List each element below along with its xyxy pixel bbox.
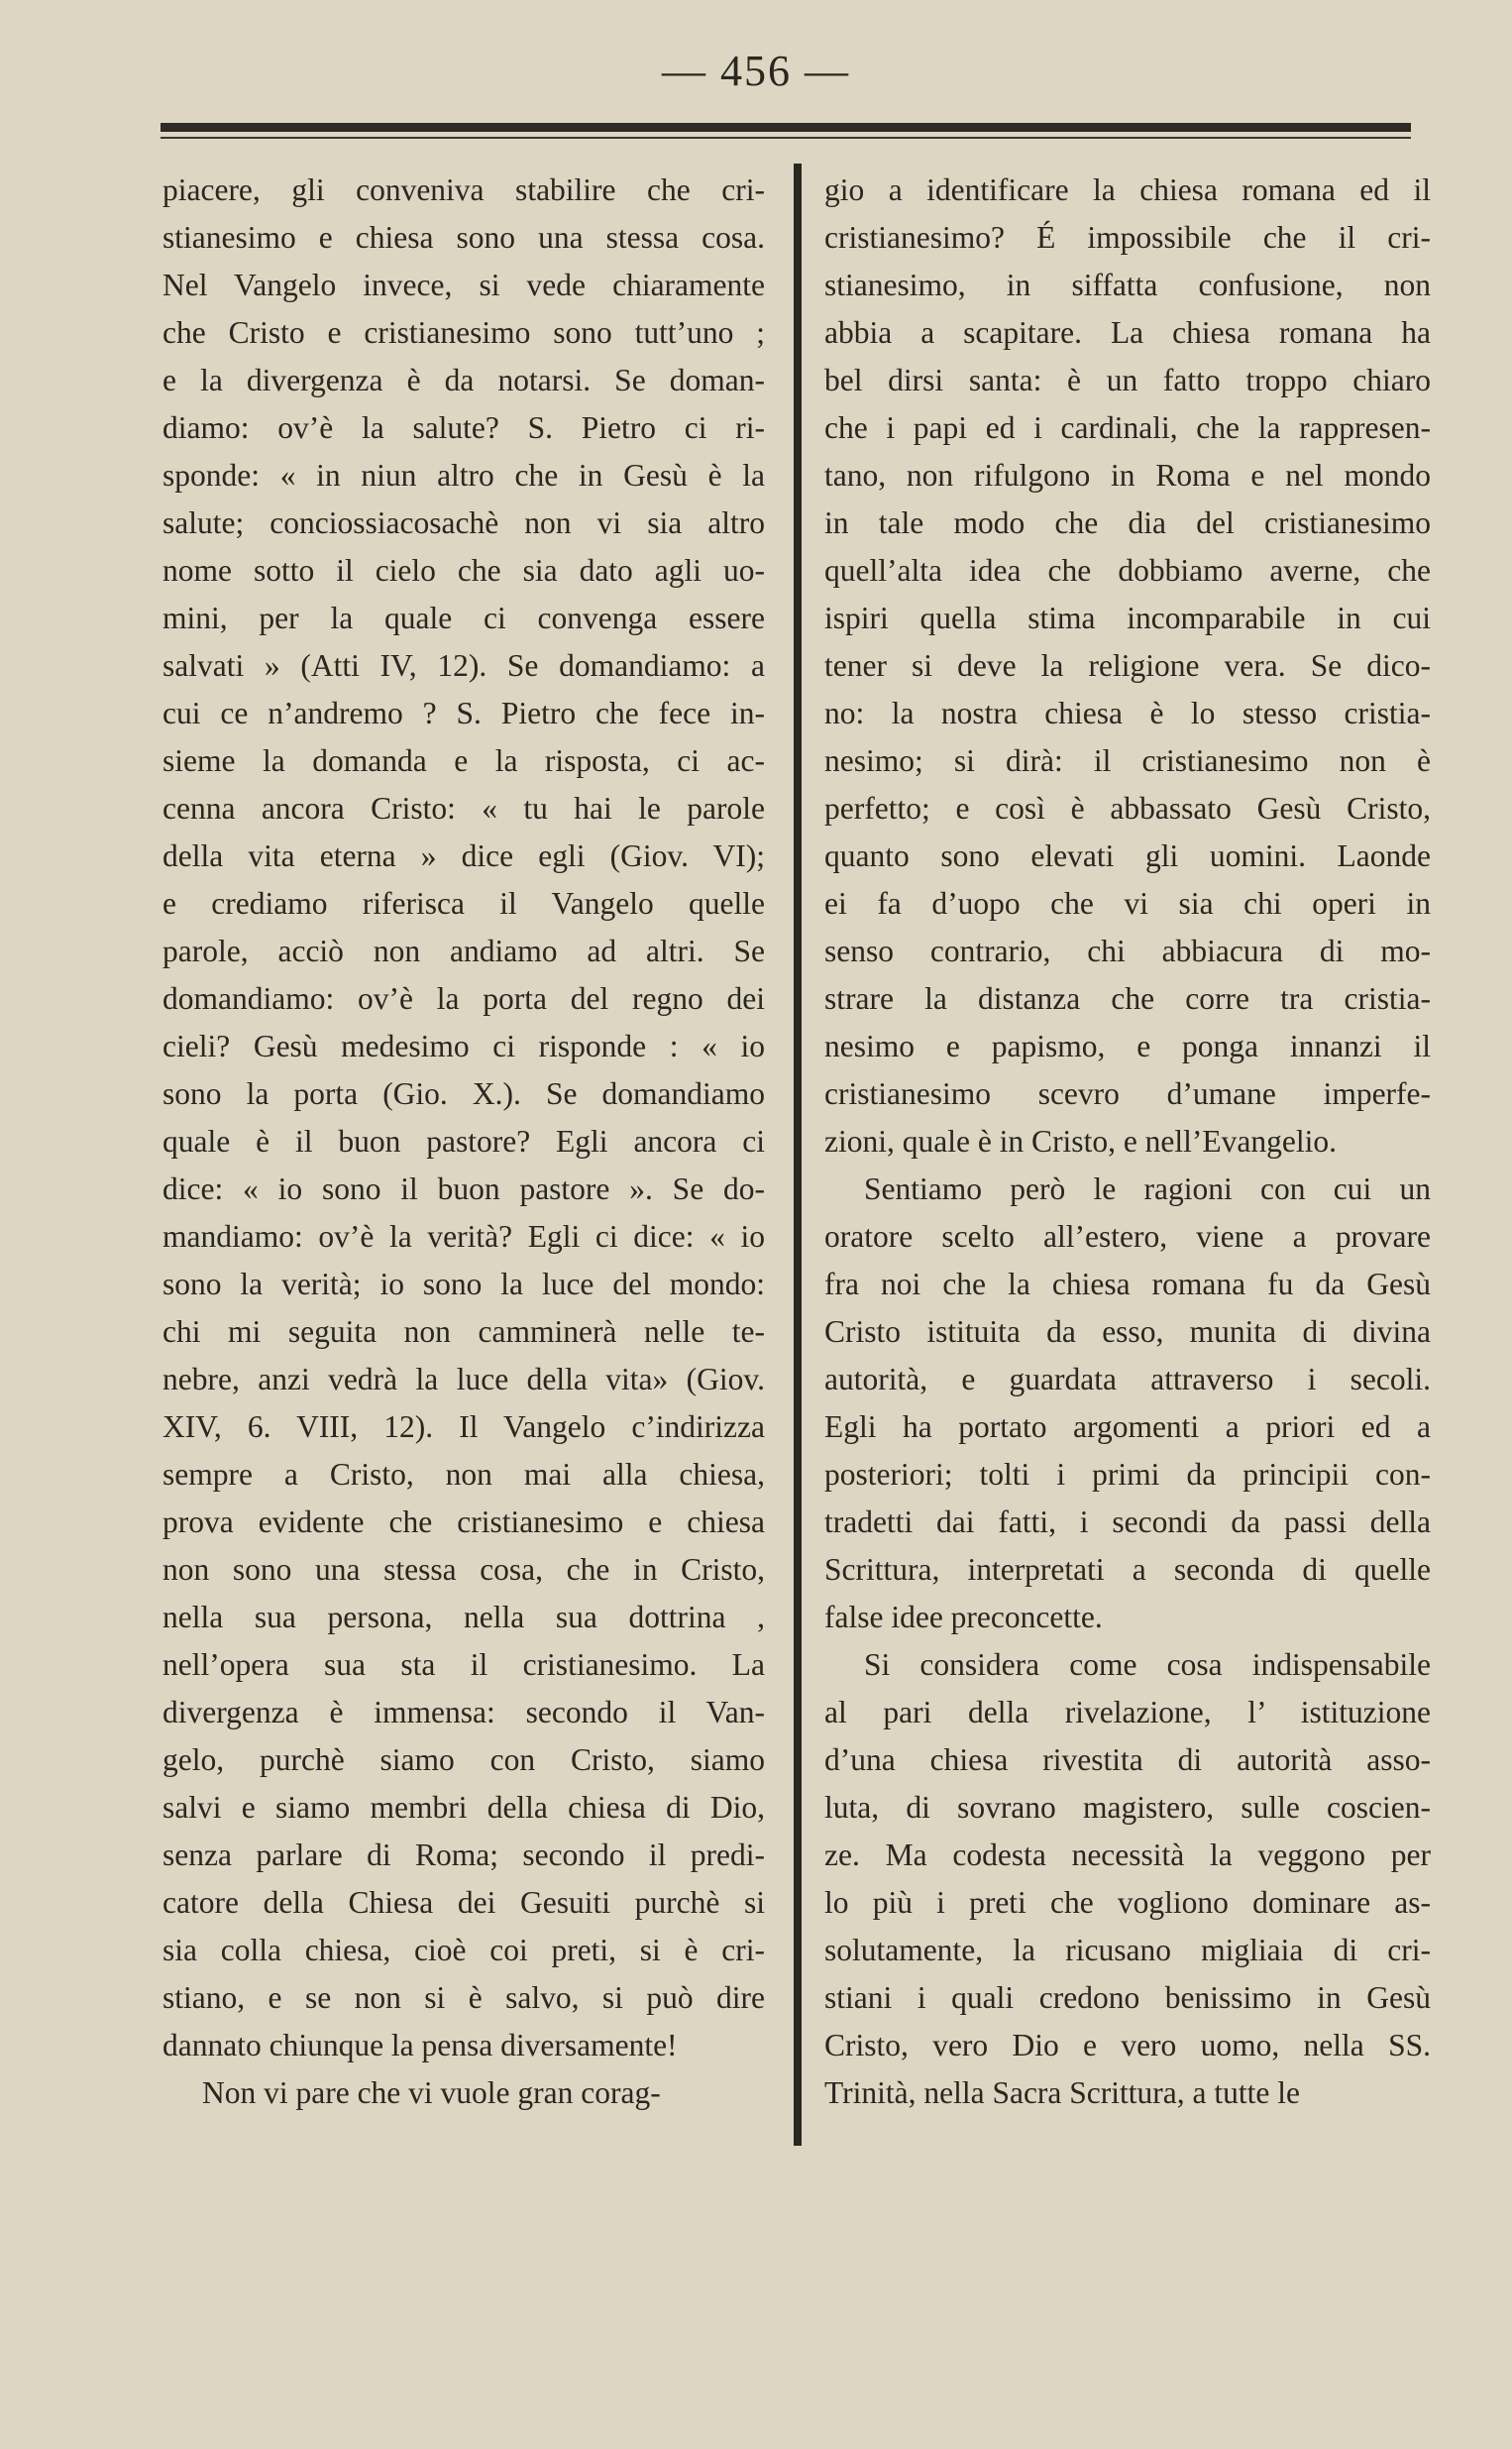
right-column-text-line: abbia a scapitare. La chiesa romana ha	[824, 315, 1431, 350]
right-text-column	[824, 167, 1431, 2117]
left-column-text-line: sia colla chiesa, cioè coi preti, si è cri-	[162, 1933, 765, 1967]
right-column-text-line: solutamente, la ricusano migliaia di cri-	[824, 1933, 1431, 1967]
left-column-text-line: nell’opera sua sta il cristianesimo. La	[162, 1647, 765, 1682]
left-column-text-line: divergenza è immensa: secondo il Van-	[162, 1695, 765, 1729]
right-column-text-line: tener si deve la religione vera. Se dico-	[824, 648, 1431, 683]
right-column-text-line: perfetto; e così è abbassato Gesù Cristo,	[824, 791, 1431, 826]
left-column-text-line: non sono una stessa cosa, che in Cristo,	[162, 1552, 765, 1587]
left-text-column	[162, 167, 765, 2117]
left-column-text-line: dannato chiunque la pensa diversamente!	[162, 2028, 678, 2062]
left-column-text-line: catore della Chiesa dei Gesuiti purchè si	[162, 1885, 765, 1920]
left-column-text-line: domandiamo: ov’è la porta del regno dei	[162, 981, 765, 1016]
right-column-text-line: false idee preconcette.	[824, 1600, 1103, 1634]
left-column-text-line: che Cristo e cristianesimo sono tutt’uno ;	[162, 315, 765, 350]
right-column-text-line: Sentiamo però le ragioni con cui un	[864, 1171, 1431, 1206]
right-column-text-line: stiani i quali credono benissimo in Gesù	[824, 1980, 1431, 2015]
left-column-text-line: cenna ancora Cristo: « tu hai le parole	[162, 791, 765, 826]
header-rule-thin	[161, 137, 1411, 139]
left-column-text-line: XIV, 6. VIII, 12). Il Vangelo c’indirizza	[162, 1409, 765, 1444]
left-column-text-line: salute; conciossiacosachè non vi sia altro	[162, 505, 765, 540]
right-column-text-line: autorità, e guardata attraverso i secoli.	[824, 1362, 1431, 1396]
left-column-text-line: diamo: ov’è la salute? S. Pietro ci ri-	[162, 410, 765, 445]
left-column-text-line: gelo, purchè siamo con Cristo, siamo	[162, 1742, 765, 1777]
left-column-text-line: e la divergenza è da notarsi. Se doman-	[162, 363, 765, 397]
right-column-text-line: senso contrario, chi abbiacura di mo-	[824, 934, 1431, 968]
right-column-text-line: nesimo e papismo, e ponga innanzi il	[824, 1029, 1431, 1063]
right-column-text-line: in tale modo che dia del cristianesimo	[824, 505, 1431, 540]
column-divider	[794, 164, 802, 2146]
left-column-text-line: quale è il buon pastore? Egli ancora ci	[162, 1124, 765, 1159]
right-column-text-line: tano, non rifulgono in Roma e nel mondo	[824, 458, 1431, 493]
left-column-text-line: stiano, e se non si è salvo, si può dire	[162, 1980, 765, 2015]
left-column-text-line: salvati » (Atti IV, 12). Se domandiamo: a	[162, 648, 765, 683]
header-rule-thick	[161, 123, 1411, 132]
right-column-text-line: quell’alta idea che dobbiamo averne, che	[824, 553, 1431, 588]
right-column-text-line: fra noi che la chiesa romana fu da Gesù	[824, 1267, 1431, 1301]
right-column-text-line: luta, di sovrano magistero, sulle coscien-	[824, 1790, 1431, 1825]
left-column-text-line: sono la porta (Gio. X.). Se domandiamo	[162, 1076, 765, 1111]
right-column-text-line: Egli ha portato argomenti a priori ed a	[824, 1409, 1431, 1444]
right-column-text-line: tradetti dai fatti, i secondi da passi della	[824, 1504, 1431, 1539]
left-column-text-line: mini, per la quale ci convenga essere	[162, 601, 765, 635]
left-column-text-line: cieli? Gesù medesimo ci risponde : « io	[162, 1029, 765, 1063]
right-column-text-line: ze. Ma codesta necessità la veggono per	[824, 1837, 1431, 1872]
left-column-text-line: mandiamo: ov’è la verità? Egli ci dice: « io	[162, 1219, 765, 1254]
left-column-text-line: della vita eterna » dice egli (Giov. VI);	[162, 838, 765, 873]
right-column-text-line: zioni, quale è in Cristo, e nell’Evangelio.	[824, 1124, 1337, 1159]
left-column-text-line: sponde: « in niun altro che in Gesù è la	[162, 458, 765, 493]
right-column-text-line: quanto sono elevati gli uomini. Laonde	[824, 838, 1431, 873]
right-column-text-line: posteriori; tolti i primi da principii con-	[824, 1457, 1431, 1492]
right-column-text-line: gio a identificare la chiesa romana ed il	[824, 172, 1431, 207]
left-column-text-line: dice: « io sono il buon pastore ». Se do-	[162, 1171, 765, 1206]
right-column-text-line: d’una chiesa rivestita di autorità asso-	[824, 1742, 1431, 1777]
right-column-text-line: Trinità, nella Sacra Scrittura, a tutte le	[824, 2075, 1300, 2110]
right-column-text-line: Si considera come cosa indispensabile	[864, 1647, 1431, 1682]
right-column-text-line: lo più i preti che vogliono dominare as-	[824, 1885, 1431, 1920]
right-column-text-line: nesimo; si dirà: il cristianesimo non è	[824, 743, 1431, 778]
left-column-text-line: e crediamo riferisca il Vangelo quelle	[162, 886, 765, 921]
left-column-text-line: Non vi pare che vi vuole gran corag-	[202, 2075, 661, 2110]
left-column-text-line: Nel Vangelo invece, si vede chiaramente	[162, 268, 765, 302]
left-column-text-line: sempre a Cristo, non mai alla chiesa,	[162, 1457, 765, 1492]
right-column-text-line: Cristo, vero Dio e vero uomo, nella SS.	[824, 2028, 1431, 2062]
right-column-text-line: no: la nostra chiesa è lo stesso cristia-	[824, 696, 1431, 730]
right-column-text-line: strare la distanza che corre tra cristia-	[824, 981, 1431, 1016]
left-column-text-line: nebre, anzi vedrà la luce della vita» (Giov.	[162, 1362, 765, 1396]
left-column-text-line: nome sotto il cielo che sia dato agli uo-	[162, 553, 765, 588]
left-column-text-line: sono la verità; io sono la luce del mondo:	[162, 1267, 765, 1301]
right-column-text-line: stianesimo, in siffatta confusione, non	[824, 268, 1431, 302]
left-column-text-line: sieme la domanda e la risposta, ci ac-	[162, 743, 765, 778]
right-column-text-line: Cristo istituita da esso, munita di divina	[824, 1314, 1431, 1349]
left-column-text-line: nella sua persona, nella sua dottrina ,	[162, 1600, 765, 1634]
left-column-text-line: senza parlare di Roma; secondo il predi-	[162, 1837, 765, 1872]
left-column-text-line: piacere, gli conveniva stabilire che cri-	[162, 172, 765, 207]
right-column-text-line: Scrittura, interpretati a seconda di quelle	[824, 1552, 1431, 1587]
left-column-text-line: cui ce n’andremo ? S. Pietro che fece in-	[162, 696, 765, 730]
page-number: — 456 —	[662, 47, 850, 95]
right-column-text-line: al pari della rivelazione, l’ istituzione	[824, 1695, 1431, 1729]
right-column-text-line: ei fa d’uopo che vi sia chi operi in	[824, 886, 1431, 921]
right-column-text-line: cristianesimo scevro d’umane imperfe-	[824, 1076, 1431, 1111]
left-column-text-line: salvi e siamo membri della chiesa di Dio,	[162, 1790, 765, 1825]
right-column-text-line: che i papi ed i cardinali, che la rappresen-	[824, 410, 1431, 445]
left-column-text-line: prova evidente che cristianesimo e chiesa	[162, 1504, 765, 1539]
left-column-text-line: parole, acciò non andiamo ad altri. Se	[162, 934, 765, 968]
right-column-text-line: bel dirsi santa: è un fatto troppo chiaro	[824, 363, 1431, 397]
right-column-text-line: oratore scelto all’estero, viene a provare	[824, 1219, 1431, 1254]
left-column-text-line: stianesimo e chiesa sono una stessa cosa.	[162, 220, 765, 255]
right-column-text-line: cristianesimo? É impossibile che il cri-	[824, 220, 1431, 255]
right-column-text-line: ispiri quella stima incomparabile in cui	[824, 601, 1431, 635]
left-column-text-line: chi mi seguita non camminerà nelle te-	[162, 1314, 765, 1349]
